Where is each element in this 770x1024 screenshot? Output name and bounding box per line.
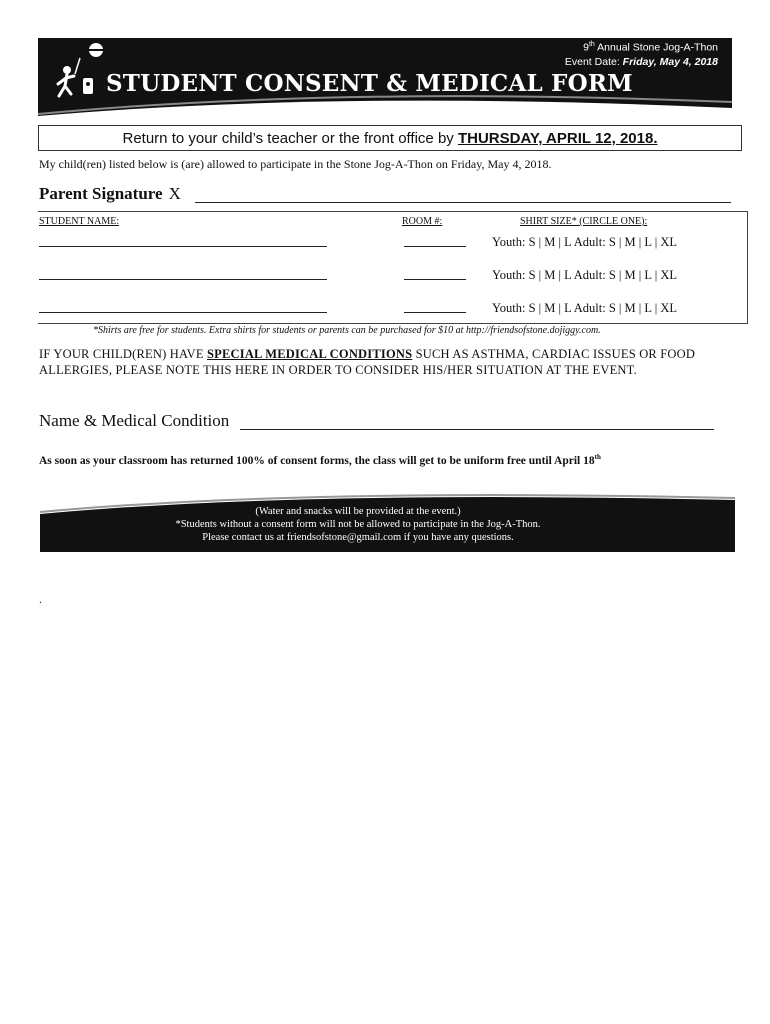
name-medical-condition-line[interactable]	[240, 429, 714, 430]
footer-contact-line: Please contact us at friendsofstone@gmail.com if you have any questions.	[202, 532, 514, 543]
event-edition: 9th Annual Stone Jog-A-Thon	[583, 41, 718, 54]
form-title: STUDENT CONSENT & MEDICAL FORM	[106, 70, 633, 97]
trailing-mark: .	[39, 592, 42, 606]
footer-banner	[40, 490, 735, 552]
jogathon-logo-icon	[40, 40, 104, 116]
medical-emphasis: SPECIAL MEDICAL CONDITIONS	[207, 347, 413, 361]
room-field[interactable]	[404, 312, 466, 313]
room-field[interactable]	[404, 279, 466, 280]
student-name-field[interactable]	[39, 279, 327, 280]
student-name-field[interactable]	[39, 246, 327, 247]
footer-consent-line: *Students without a consent form will not be allowed to participate in the Jog-A-Thon.	[175, 519, 541, 530]
student-table	[38, 211, 748, 324]
shirt-size-options[interactable]: Youth: S | M | L Adult: S | M | L | XL	[492, 301, 678, 315]
parent-signature-field[interactable]	[39, 184, 731, 206]
name-medical-condition-field[interactable]	[39, 411, 714, 433]
name-medical-condition-label: Name & Medical Condition	[39, 411, 230, 430]
event-date: Event Date: Friday, May 4, 2018	[564, 56, 718, 68]
header-banner	[38, 38, 732, 118]
room-field[interactable]	[404, 246, 466, 247]
return-deadline: THURSDAY, APRIL 12, 2018.	[457, 130, 658, 147]
shirt-note: *Shirts are free for students. Extra shirts for students or parents can be purchased for $10 at http://friendsofstone.dojiggy.com.	[93, 325, 601, 336]
room-header: ROOM #:	[402, 216, 443, 227]
student-name-field[interactable]	[39, 312, 327, 313]
return-notice: Return to your child’s teacher or the front office by THURSDAY, APRIL 12, 2018.	[38, 125, 742, 151]
signature-line[interactable]	[195, 202, 731, 203]
shirt-size-options[interactable]: Youth: S | M | L Adult: S | M | L | XL	[492, 268, 678, 282]
footer-water-line: (Water and snacks will be provided at the event.)	[255, 506, 461, 517]
parent-signature-label: Parent Signature	[39, 184, 163, 203]
shirt-size-header: SHIRT SIZE* (CIRCLE ONE):	[520, 216, 648, 227]
shirt-size-options[interactable]: Youth: S | M | L Adult: S | M | L | XL	[492, 235, 678, 249]
medical-notice: IF YOUR CHILD(REN) HAVE SPECIAL MEDICAL CONDITIONS SUCH AS ASTHMA, CARDIAC ISSUES OR FOOD ALLERGIES, PLEASE NOTE THIS HERE IN ORDER TO CONSIDER HIS/HER SITUATION AT THE EVENT.	[39, 347, 696, 377]
signature-mark: X	[168, 184, 181, 203]
student-name-header: STUDENT NAME:	[39, 216, 120, 227]
participation-statement: My child(ren) listed below is (are) allowed to participate in the Stone Jog-A-Thon on Friday, May 4, 2018.	[39, 157, 552, 171]
uniform-free-note: As soon as your classroom has returned 100% of consent forms, the class will get to be uniform free until April 18th	[39, 453, 601, 467]
